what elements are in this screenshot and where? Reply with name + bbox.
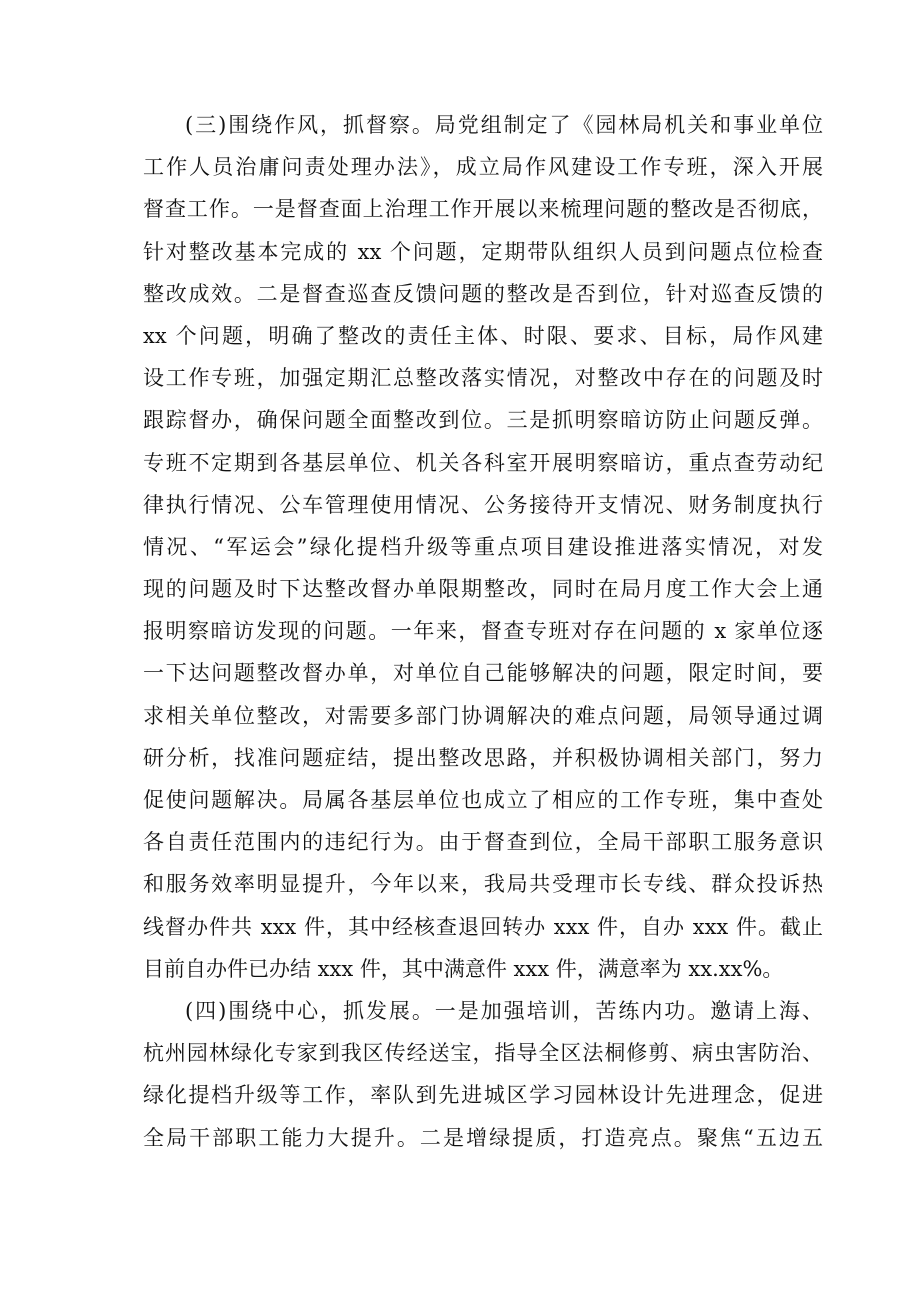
text-line: 线督办件共 xxx 件，其中经核查退回转办 xxx 件，自办 xxx 件。截止 — [143, 914, 823, 939]
text-line: 和服务效率明显提升，今年以来，我局共受理市长专线、群众投诉热 — [143, 872, 823, 897]
text-line: 律执行情况、公车管理使用情况、公务接待开支情况、财务制度执行 — [143, 492, 823, 517]
paragraph-section-3 — [143, 104, 823, 990]
text-line: 全局干部职工能力大提升。二是增绿提质，打造亮点。聚焦“五边五 — [143, 1125, 823, 1150]
text-line: 工作人员治庸问责处理办法》，成立局作风建设工作专班，深入开展 — [143, 155, 823, 180]
text-line: (四)围绕中心，抓发展。一是加强培训，苦练内功。邀请上海、 — [185, 998, 823, 1023]
text-line: 设工作专班，加强定期汇总整改落实情况，对整改中存在的问题及时 — [143, 366, 823, 391]
text-line: 各自责任范围内的违纪行为。由于督查到位，全局干部职工服务意识 — [143, 830, 823, 855]
text-line: 促使问题解决。局属各基层单位也成立了相应的工作专班，集中查处 — [143, 788, 823, 812]
text-line: 现的问题及时下达整改督办单限期整改，同时在局月度工作大会上通 — [143, 577, 823, 602]
text-line: 报明察暗访发现的问题。一年来，督查专班对存在问题的 x 家单位逐 — [143, 619, 823, 644]
text-line: 专班不定期到各基层单位、机关各科室开展明察暗访，重点查劳动纪 — [143, 450, 823, 475]
text-line: 目前自办件已办结 xxx 件，其中满意件 xxx 件，满意率为 xx.xx%。 — [143, 956, 784, 981]
text-line: 情况、“军运会”绿化提档升级等重点项目建设推进落实情况，对发 — [143, 534, 823, 559]
paragraph-section-4 — [143, 990, 823, 1159]
text-line: 督查工作。一是督查面上治理工作开展以来梳理问题的整改是否彻底， — [143, 197, 823, 222]
text-line: 跟踪督办，确保问题全面整改到位。三是抓明察暗访防止问题反弹。 — [143, 408, 823, 433]
text-line: 杭州园林绿化专家到我区传经送宝，指导全区法桐修剪、病虫害防治、 — [143, 1041, 823, 1066]
text-line: 研分析，找准问题症结，提出整改思路，并积极协调相关部门，努力 — [143, 745, 823, 770]
text-line: 整改成效。二是督查巡查反馈问题的整改是否到位，针对巡查反馈的 — [143, 281, 823, 306]
text-line: 一下达问题整改督办单，对单位自己能够解决的问题，限定时间，要 — [143, 661, 823, 686]
text-line: (三)围绕作风，抓督察。局党组制定了《园林局机关和事业单位 — [185, 113, 823, 137]
text-line: xx 个问题，明确了整改的责任主体、时限、要求、目标，局作风建 — [143, 323, 823, 348]
document-body — [143, 104, 823, 1159]
text-line: 针对整改基本完成的 xx 个问题，定期带队组织人员到问题点位检查 — [143, 239, 823, 264]
text-line: 求相关单位整改，对需要多部门协调解决的难点问题，局领导通过调 — [143, 703, 823, 728]
text-line: 绿化提档升级等工作，率队到先进城区学习园林设计先进理念，促进 — [143, 1083, 823, 1108]
